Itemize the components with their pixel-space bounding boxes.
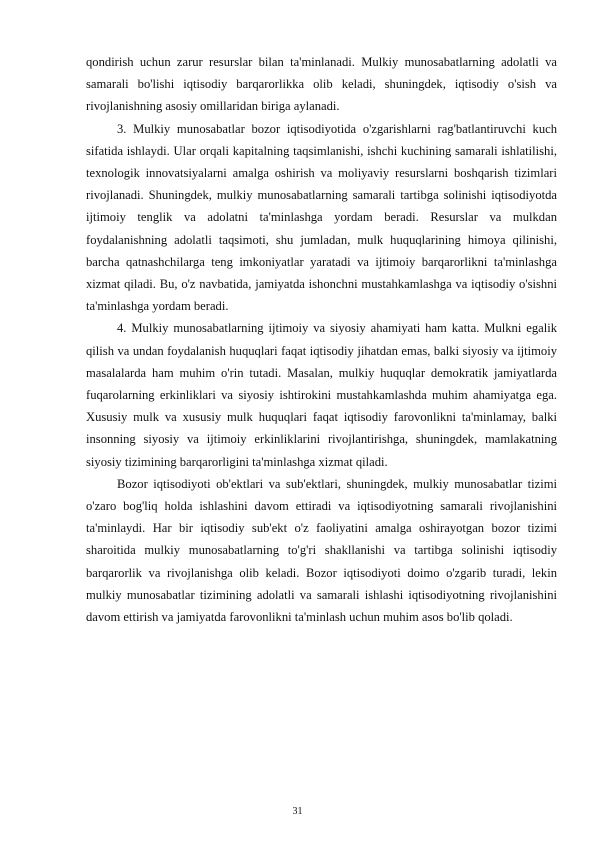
paragraph-1: qondirish uchun zarur resurslar bilan ta'minlanadi. Mulkiy munosabatlarning adolatli va samarali bo'lishi iqtisodiy barqarorlikka olib keladi, shuningdek, iqtisodiy o'sish va rivojlanishning asosiy omillaridan biriga aylanadi. (86, 55, 557, 114)
document-page-body (86, 51, 557, 628)
paragraph-3: 4. Mulkiy munosabatlarning ijtimoiy va siyosiy ahamiyati ham katta. Mulkni egalik qilish va undan foydalanish huquqlari faqat iqtisodiy jihatdan emas, balki siyosiy va ijtimoiy masalalarda ham muhim o'rin tutadi. Masalan, mulkiy huquqlar demokratik jamiyatlarda fuqarolarning erkinliklari va siyosiy ishtirokini mustahkamlashda muhim ahamiyatga ega. Xususiy mulk va xususiy mulk huquqlari faqat iqtisodiy farovonlikni ta'minlamay, balki insonning siyosiy va ijtimoiy erkinliklarini rivojlantirishga, shuningdek, mamlakatning siyosiy tizimining barqarorligini ta'minlashga xizmat qiladi. (86, 321, 557, 469)
paragraph-4: Bozor iqtisodiyoti ob'ektlari va sub'ektlari, shuningdek, mulkiy munosabatlar tizimi o'zaro bog'liq holda ishlashini davom ettiradi va iqtisodiyotning samarali rivojlanishini ta'minlaydi. Har bir iqtisodiy sub'ekt o'z faoliyatini amalga oshirayotgan bozor tizimi sharoitida mulkiy munosabatlarning to'g'ri shakllanishi va tartibga solinishi iqtisodiy barqarorlik va rivojlanishga olib keladi. Bozor iqtisodiyoti doimo o'zgarib turadi, lekin mulkiy munosabatlar tizimining adolatli va samarali ishlashi iqtisodiyotning rivojlanishini davom ettirish va jamiyatda farovonlikni ta'minlash uchun muhim asos bo'lib qoladi. (86, 476, 557, 625)
paragraph-2: 3. Mulkiy munosabatlar bozor iqtisodiyotida o'zgarishlarni rag'batlantiruvchi kuch sifatida ishlaydi. Ular orqali kapitalning taqsimlanishi, ishchi kuchining samarali ishlatilishi, texnologik innovatsiyalarni amalga oshirish va moliyaviy resurslarni boshqarish tizimlari rivojlanadi. Shuningdek, mulkiy munosabatlarning samarali tartibga solinishi iqtisodiyotda ijtimoiy tenglik va adolatni ta'minlashga yordam beradi. Resurslar va mulkdan foydalanishning adolatli taqsimoti, shu jumladan, mulk huquqlarining himoya qilinishi, barcha qatnashchilarga teng imkoniyatlar yaratadi va ijtimoiy barqarorlikni ta'minlashga xizmat qiladi. Bu, o'z navbatida, jamiyatda ishonchni mustahkamlashga va iqtisodiy o'sishni ta'minlashga yordam beradi. (86, 121, 557, 314)
page-number: 31 (292, 806, 303, 817)
